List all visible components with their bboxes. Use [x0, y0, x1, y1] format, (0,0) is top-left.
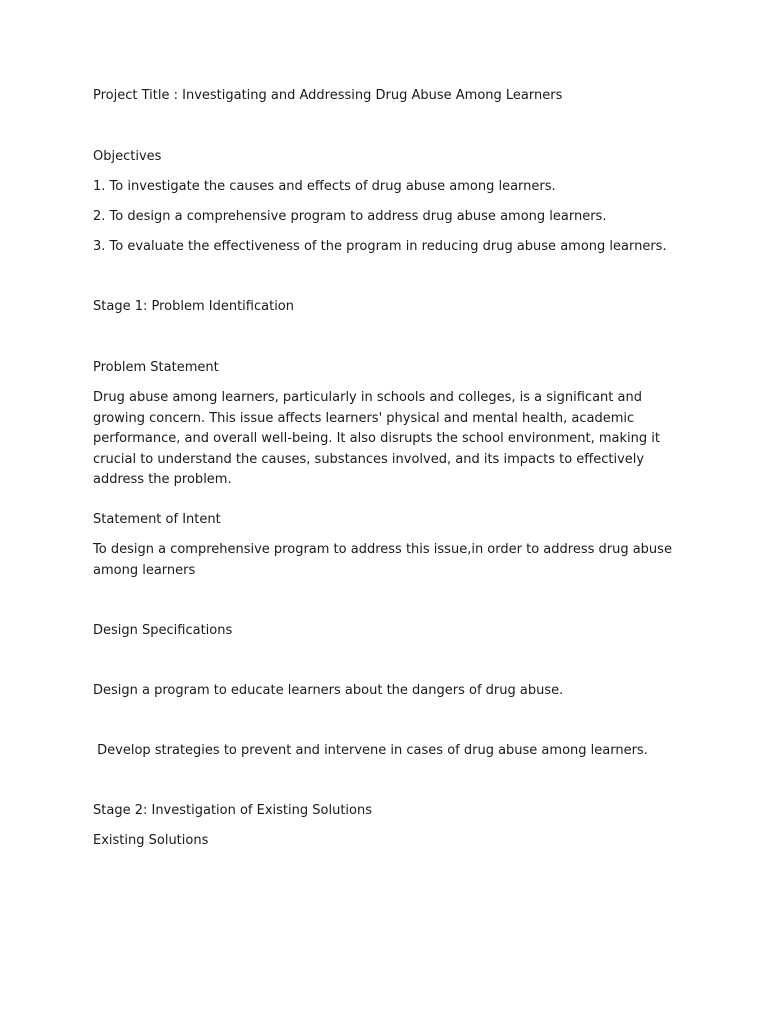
design-spec-item: Develop strategies to prevent and intervene in cases of drug abuse among learners.: [93, 743, 648, 758]
objective-item: 3. To evaluate the effectiveness of the program in reducing drug abuse among learners.: [93, 239, 667, 254]
statement-of-intent-heading: Statement of Intent: [93, 512, 221, 527]
objective-item: 1. To investigate the causes and effects of drug abuse among learners.: [93, 179, 556, 194]
design-specifications-heading: Design Specifications: [93, 623, 233, 638]
objectives-heading: Objectives: [93, 149, 162, 164]
project-title: Project Title : Investigating and Addressing Drug Abuse Among Learners: [93, 88, 563, 103]
existing-solutions-heading: Existing Solutions: [93, 833, 209, 848]
design-spec-item: Design a program to educate learners about the dangers of drug abuse.: [93, 683, 564, 698]
objective-item: 2. To design a comprehensive program to address drug abuse among learners.: [93, 209, 607, 224]
problem-statement-heading: Problem Statement: [93, 360, 219, 375]
stage1-heading: Stage 1: Problem Identification: [93, 299, 294, 314]
statement-of-intent-paragraph: To design a comprehensive program to address this issue,in order to address drug abuse among learners: [93, 542, 672, 578]
problem-statement-paragraph: Drug abuse among learners, particularly in schools and colleges, is a significant and growing concern. This issue affects learners' physical and mental health, academic performance, and overall well-being. It also disrupts the school environment, making it crucial to understand the causes, substances involved, and its impacts to effectively address the problem.: [93, 390, 660, 487]
stage2-heading: Stage 2: Investigation of Existing Solutions: [93, 803, 372, 818]
